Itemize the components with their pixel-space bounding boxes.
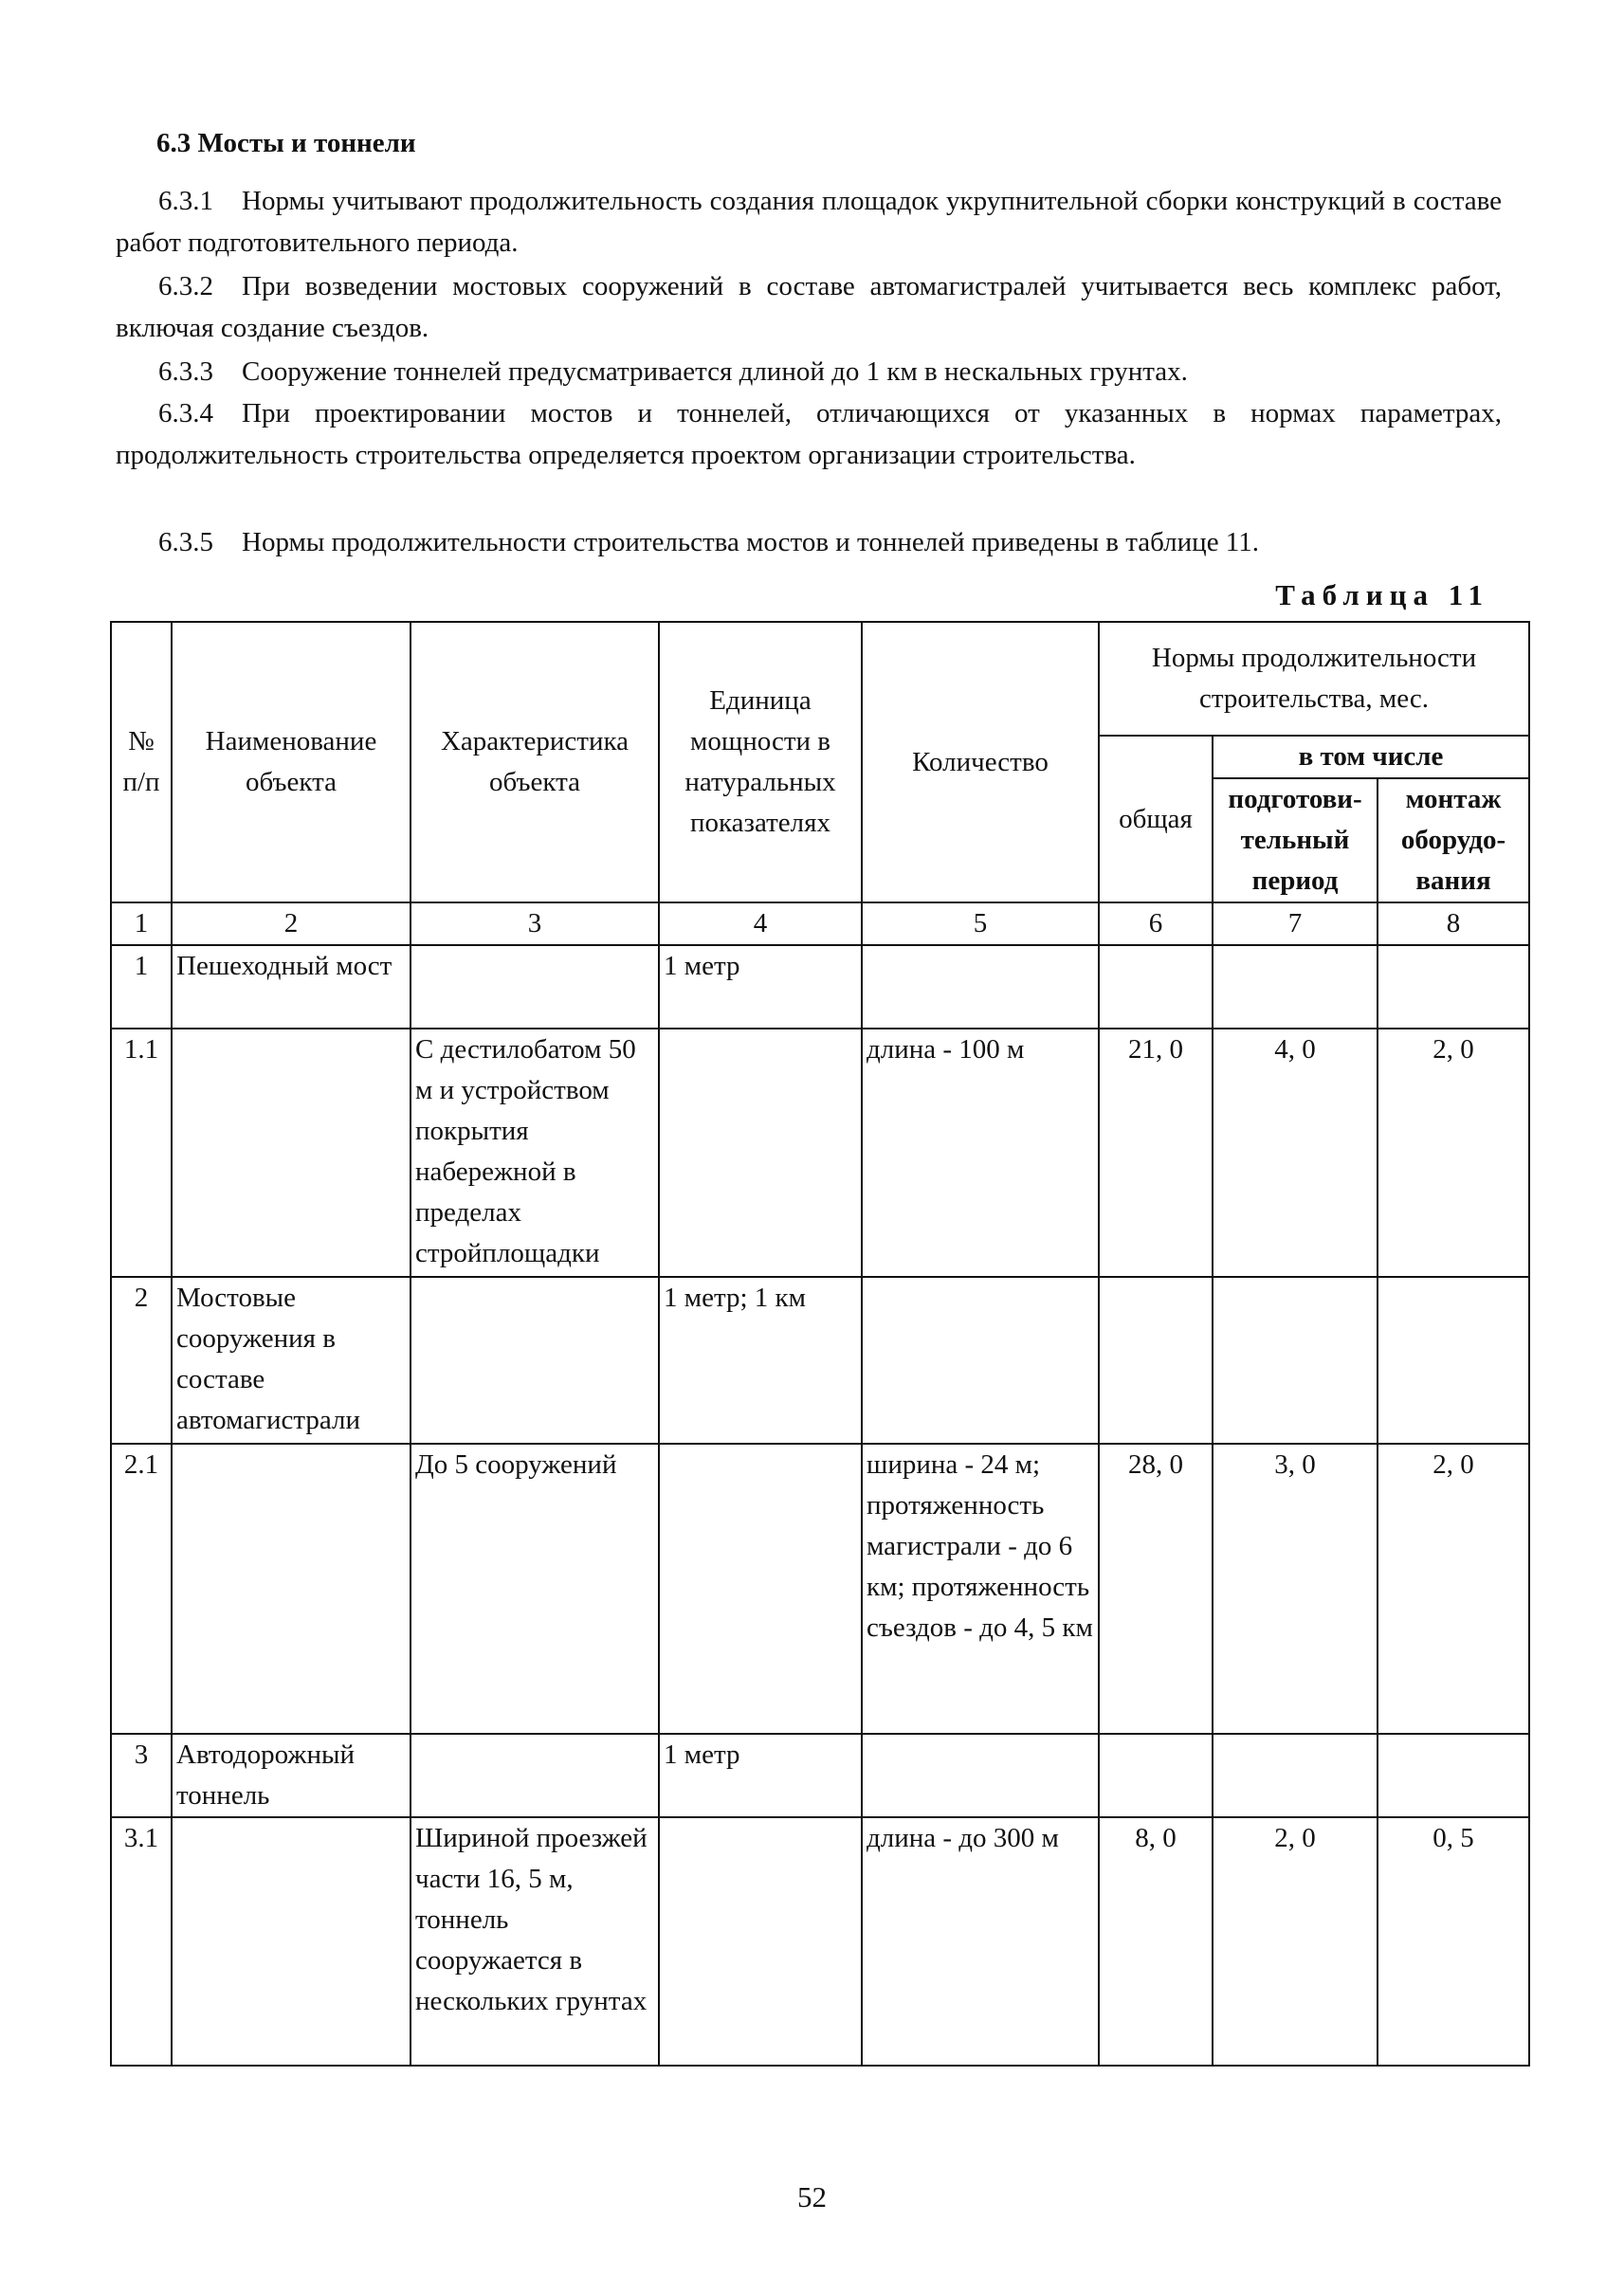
cell-num: 1	[111, 945, 172, 1029]
header-quantity: Количество	[862, 622, 1099, 902]
column-number: 1	[111, 902, 172, 945]
cell-prep	[1213, 945, 1378, 1029]
column-number: 8	[1378, 902, 1529, 945]
cell-num: 2	[111, 1277, 172, 1444]
column-number: 3	[411, 902, 659, 945]
header-including: в том числе	[1213, 736, 1529, 778]
cell-qty	[862, 945, 1099, 1029]
table-row	[111, 1444, 1529, 1734]
cell-name: Пешеходный мост	[172, 945, 411, 1029]
paragraph-6-3-4	[116, 392, 1502, 476]
cell-name	[172, 1444, 411, 1734]
cell-prep: 4, 0	[1213, 1029, 1378, 1277]
column-number: 2	[172, 902, 411, 945]
cell-install	[1378, 1277, 1529, 1444]
cell-install	[1378, 945, 1529, 1029]
cell-total: 21, 0	[1099, 1029, 1213, 1277]
cell-qty: длина - 100 м	[862, 1029, 1099, 1277]
cell-qty: ширина - 24 м; протяженность магистрали - до 6 км; протяженность съездов - до 4, 5 км	[862, 1444, 1099, 1734]
norms-table	[110, 621, 1530, 2067]
cell-name: Мостовые сооружения в составе автомагистрали	[172, 1277, 411, 1444]
cell-qty	[862, 1277, 1099, 1444]
cell-unit: 1 метр; 1 км	[659, 1277, 862, 1444]
cell-install	[1378, 1734, 1529, 1817]
paragraph-number: 6.3.4	[158, 398, 213, 428]
section-title: 6.3 Мосты и тоннели	[156, 128, 416, 158]
cell-char	[411, 1277, 659, 1444]
cell-total	[1099, 1277, 1213, 1444]
cell-name	[172, 1817, 411, 2066]
cell-name	[172, 1029, 411, 1277]
paragraph-text: При проектировании мостов и тоннелей, отличающихся от указанных в нормах параметрах, продолжительность строительства определяется проектом организации строительства.	[116, 398, 1502, 470]
paragraph-text: Нормы продолжительности строительства мостов и тоннелей приведены в таблице 11.	[242, 527, 1259, 557]
header-characteristic: Характеристика объекта	[411, 622, 659, 902]
table-row	[111, 1817, 1529, 2066]
cell-num: 1.1	[111, 1029, 172, 1277]
column-number: 7	[1213, 902, 1378, 945]
header-total: общая	[1099, 736, 1213, 902]
paragraph-6-3-2	[116, 265, 1502, 349]
cell-prep: 2, 0	[1213, 1817, 1378, 2066]
paragraph-6-3-3	[116, 351, 1502, 392]
cell-prep	[1213, 1734, 1378, 1817]
cell-unit: 1 метр	[659, 945, 862, 1029]
cell-char	[411, 945, 659, 1029]
cell-char: Шириной проезжей части 16, 5 м, тоннель сооружается в нескольких грунтах	[411, 1817, 659, 2066]
cell-total	[1099, 1734, 1213, 1817]
column-number: 6	[1099, 902, 1213, 945]
paragraph-number: 6.3.5	[158, 527, 213, 557]
paragraph-text: Нормы учитывают продолжительность создания площадок укрупнительной сборки конструкций в составе работ подготовительного периода.	[116, 186, 1502, 258]
cell-prep	[1213, 1277, 1378, 1444]
cell-install: 0, 5	[1378, 1817, 1529, 2066]
column-number: 5	[862, 902, 1099, 945]
cell-unit	[659, 1029, 862, 1277]
header-unit: Единица мощности в натуральных показателях	[659, 622, 862, 902]
cell-unit	[659, 1817, 862, 2066]
paragraph-6-3-1	[116, 180, 1502, 264]
paragraph-number: 6.3.3	[158, 356, 213, 387]
header-prep: подготови-тельный период	[1213, 778, 1378, 902]
cell-install: 2, 0	[1378, 1444, 1529, 1734]
cell-char: С дестилобатом 50 м и устройством покрытия набережной в пределах стройплощадки	[411, 1029, 659, 1277]
cell-total	[1099, 945, 1213, 1029]
cell-qty: длина - до 300 м	[862, 1817, 1099, 2066]
header-install: монтаж оборудо-вания	[1378, 778, 1529, 902]
cell-name: Автодорожный тоннель	[172, 1734, 411, 1817]
paragraph-text: Сооружение тоннелей предусматривается длиной до 1 км в нескальных грунтах.	[242, 356, 1188, 387]
paragraph-text: При возведении мостовых сооружений в составе автомагистралей учитывается весь комплекс работ, включая создание съездов.	[116, 271, 1502, 343]
cell-char: До 5 сооружений	[411, 1444, 659, 1734]
cell-unit	[659, 1444, 862, 1734]
column-numbers-row	[111, 902, 1529, 945]
cell-num: 2.1	[111, 1444, 172, 1734]
cell-qty	[862, 1734, 1099, 1817]
column-number: 4	[659, 902, 862, 945]
cell-total: 28, 0	[1099, 1444, 1213, 1734]
table-caption: Таблица 11	[1275, 578, 1489, 611]
paragraph-number: 6.3.1	[158, 186, 213, 216]
cell-unit: 1 метр	[659, 1734, 862, 1817]
page-number: 52	[797, 2180, 827, 2213]
paragraph-6-3-5	[116, 521, 1502, 563]
cell-num: 3.1	[111, 1817, 172, 2066]
table-row	[111, 1734, 1529, 1817]
header-norms: Нормы продолжительности строительства, мес.	[1099, 622, 1529, 736]
cell-total: 8, 0	[1099, 1817, 1213, 2066]
paragraph-number: 6.3.2	[158, 271, 213, 301]
cell-char	[411, 1734, 659, 1817]
header-num: № п/п	[111, 622, 172, 902]
table-row	[111, 945, 1529, 1029]
table-row	[111, 1029, 1529, 1277]
cell-num: 3	[111, 1734, 172, 1817]
header-name: Наименование объекта	[172, 622, 411, 902]
cell-install: 2, 0	[1378, 1029, 1529, 1277]
table-row	[111, 1277, 1529, 1444]
cell-prep: 3, 0	[1213, 1444, 1378, 1734]
